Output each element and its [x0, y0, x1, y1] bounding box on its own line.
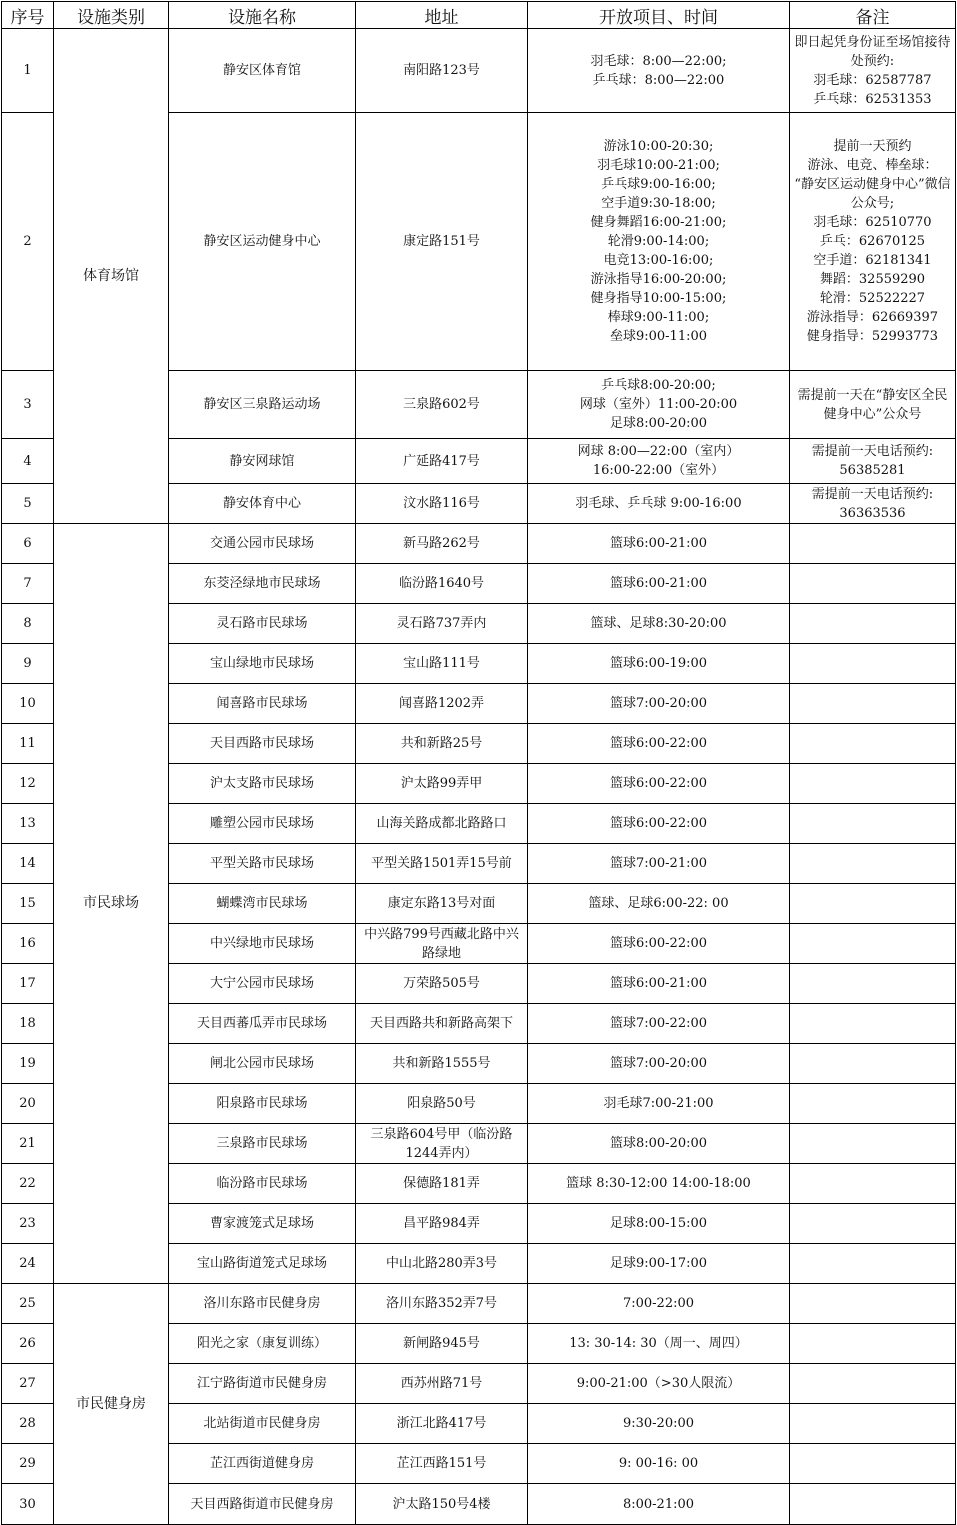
- facility-name: 东茭泾绿地市民球场: [169, 564, 356, 604]
- opening-hours: 篮球、足球6:00-22: 00: [528, 884, 790, 924]
- facility-address: 中兴路799号西藏北路中兴路绿地: [356, 924, 528, 964]
- row-number: 23: [2, 1204, 54, 1244]
- row-number: 28: [2, 1404, 54, 1444]
- facility-name: 灵石路市民球场: [169, 604, 356, 644]
- opening-hours: 篮球7:00-20:00: [528, 1044, 790, 1084]
- facility-address: 宝山路111号: [356, 644, 528, 684]
- opening-hours: 篮球6:00-22:00: [528, 724, 790, 764]
- table-row: [2, 524, 956, 564]
- row-number: 30: [2, 1484, 54, 1525]
- facility-name: 洛川东路市民健身房: [169, 1284, 356, 1324]
- header-note: 备注: [790, 2, 956, 29]
- facility-address: 共和新路1555号: [356, 1044, 528, 1084]
- opening-hours: 足球8:00-15:00: [528, 1204, 790, 1244]
- opening-hours: 羽毛球：8:00—22:00; 乒乓球：8:00—22:00: [528, 29, 790, 113]
- facility-address: 保德路181弄: [356, 1164, 528, 1204]
- remark-cell: [790, 604, 956, 644]
- row-number: 3: [2, 371, 54, 439]
- row-number: 4: [2, 439, 54, 484]
- remark-cell: [790, 924, 956, 964]
- facility-name: 北站街道市民健身房: [169, 1404, 356, 1444]
- facility-name: 天目西路街道市民健身房: [169, 1484, 356, 1525]
- facility-address: 临汾路1640号: [356, 564, 528, 604]
- facility-name: 闻喜路市民球场: [169, 684, 356, 724]
- facility-address: 新闸路945号: [356, 1324, 528, 1364]
- opening-hours: 篮球6:00-22:00: [528, 804, 790, 844]
- row-number: 25: [2, 1284, 54, 1324]
- facility-address: 三泉路602号: [356, 371, 528, 439]
- opening-hours: 篮球7:00-20:00: [528, 684, 790, 724]
- opening-hours: 羽毛球、乒乓球 9:00-16:00: [528, 484, 790, 524]
- remark-cell: [790, 964, 956, 1004]
- header-no: 序号: [2, 2, 54, 29]
- row-number: 10: [2, 684, 54, 724]
- remark-cell: [790, 644, 956, 684]
- facility-name: 天目西蕃瓜弄市民球场: [169, 1004, 356, 1044]
- row-number: 9: [2, 644, 54, 684]
- remark-cell: 需提前一天电话预约: 56385281: [790, 439, 956, 484]
- header-name: 设施名称: [169, 2, 356, 29]
- facility-name: 沪太支路市民球场: [169, 764, 356, 804]
- facility-name: 江宁路街道市民健身房: [169, 1364, 356, 1404]
- opening-hours: 9:30-20:00: [528, 1404, 790, 1444]
- row-number: 11: [2, 724, 54, 764]
- facility-name: 大宁公园市民球场: [169, 964, 356, 1004]
- remark-cell: [790, 1124, 956, 1164]
- remark-cell: [790, 1364, 956, 1404]
- opening-hours: 游泳10:00-20:30; 羽毛球10:00-21:00; 乒乓球9:00-16:00; 空手道9:30-18:00; 健身舞蹈16:00-21:00; 轮滑9:00-14:00; 电竞13:00-16:00; 游泳指导16:00-20:00; 健身指导10:00-15:00; 棒球9:00-11:00; 垒球9:00-11:00: [528, 113, 790, 371]
- table-row: [2, 1284, 956, 1324]
- facility-name: 阳光之家（康复训练）: [169, 1324, 356, 1364]
- row-number: 2: [2, 113, 54, 371]
- facility-name: 闸北公园市民球场: [169, 1044, 356, 1084]
- facility-address: 闻喜路1202弄: [356, 684, 528, 724]
- opening-hours: 篮球6:00-21:00: [528, 564, 790, 604]
- remark-cell: [790, 1084, 956, 1124]
- row-number: 14: [2, 844, 54, 884]
- remark-cell: [790, 1444, 956, 1484]
- remark-cell: [790, 844, 956, 884]
- facility-address: 南阳路123号: [356, 29, 528, 113]
- opening-hours: 篮球6:00-21:00: [528, 964, 790, 1004]
- facility-address: 三泉路604号甲（临汾路1244弄内）: [356, 1124, 528, 1164]
- row-number: 19: [2, 1044, 54, 1084]
- opening-hours: 篮球6:00-22:00: [528, 764, 790, 804]
- row-number: 15: [2, 884, 54, 924]
- facility-name: 蝴蝶湾市民球场: [169, 884, 356, 924]
- facility-name: 曹家渡笼式足球场: [169, 1204, 356, 1244]
- facility-address: 新马路262号: [356, 524, 528, 564]
- opening-hours: 篮球6:00-21:00: [528, 524, 790, 564]
- opening-hours: 羽毛球7:00-21:00: [528, 1084, 790, 1124]
- row-number: 8: [2, 604, 54, 644]
- remark-cell: [790, 764, 956, 804]
- row-number: 21: [2, 1124, 54, 1164]
- remark-cell: [790, 1484, 956, 1525]
- category-cell: 市民球场: [54, 524, 169, 1284]
- remark-cell: [790, 1244, 956, 1284]
- row-number: 20: [2, 1084, 54, 1124]
- facility-name: 静安体育中心: [169, 484, 356, 524]
- remark-cell: [790, 1164, 956, 1204]
- facility-name: 雕塑公园市民球场: [169, 804, 356, 844]
- opening-hours: 网球 8:00—22:00（室内） 16:00-22:00（室外）: [528, 439, 790, 484]
- row-number: 6: [2, 524, 54, 564]
- remark-cell: [790, 1284, 956, 1324]
- opening-hours: 9:00-21:00（>30人限流）: [528, 1364, 790, 1404]
- row-number: 24: [2, 1244, 54, 1284]
- facility-name: 静安区三泉路运动场: [169, 371, 356, 439]
- facility-address: 平型关路1501弄15号前: [356, 844, 528, 884]
- remark-cell: [790, 564, 956, 604]
- remark-cell: [790, 804, 956, 844]
- remark-cell: [790, 524, 956, 564]
- facility-address: 阳泉路50号: [356, 1084, 528, 1124]
- row-number: 13: [2, 804, 54, 844]
- facility-address: 汶水路116号: [356, 484, 528, 524]
- category-cell: 体育场馆: [54, 29, 169, 524]
- facility-address: 共和新路25号: [356, 724, 528, 764]
- opening-hours: 篮球7:00-22:00: [528, 1004, 790, 1044]
- facility-name: 阳泉路市民球场: [169, 1084, 356, 1124]
- row-number: 22: [2, 1164, 54, 1204]
- row-number: 16: [2, 924, 54, 964]
- header-hours: 开放项目、时间: [528, 2, 790, 29]
- remark-cell: 需提前一天电话预约: 36363536: [790, 484, 956, 524]
- facility-address: 浙江北路417号: [356, 1404, 528, 1444]
- row-number: 26: [2, 1324, 54, 1364]
- row-number: 7: [2, 564, 54, 604]
- header-category: 设施类别: [54, 2, 169, 29]
- opening-hours: 篮球6:00-22:00: [528, 924, 790, 964]
- facility-address: 康定东路13号对面: [356, 884, 528, 924]
- facility-name: 中兴绿地市民球场: [169, 924, 356, 964]
- facility-address: 灵石路737弄内: [356, 604, 528, 644]
- facility-address: 昌平路984弄: [356, 1204, 528, 1244]
- table-row: [2, 29, 956, 113]
- opening-hours: 篮球 8:30-12:00 14:00-18:00: [528, 1164, 790, 1204]
- opening-hours: 篮球、足球8:30-20:00: [528, 604, 790, 644]
- remark-cell: [790, 1204, 956, 1244]
- facility-name: 临汾路市民球场: [169, 1164, 356, 1204]
- opening-hours: 7:00-22:00: [528, 1284, 790, 1324]
- facility-address: 广延路417号: [356, 439, 528, 484]
- opening-hours: 9: 00-16: 00: [528, 1444, 790, 1484]
- opening-hours: 乒乓球8:00-20:00; 网球（室外）11:00-20:00 足球8:00-20:00: [528, 371, 790, 439]
- opening-hours: 篮球7:00-21:00: [528, 844, 790, 884]
- facility-name: 天目西路市民球场: [169, 724, 356, 764]
- remark-cell: 需提前一天在“静安区全民健身中心”公众号: [790, 371, 956, 439]
- opening-hours: 篮球6:00-19:00: [528, 644, 790, 684]
- facility-name: 静安区体育馆: [169, 29, 356, 113]
- facility-address: 芷江西路151号: [356, 1444, 528, 1484]
- remark-cell: [790, 1404, 956, 1444]
- remark-cell: 即日起凭身份证至场馆接待处预约: 羽毛球：62587787 乒乓球：62531353: [790, 29, 956, 113]
- facility-address: 沪太路99弄甲: [356, 764, 528, 804]
- facility-address: 西苏州路71号: [356, 1364, 528, 1404]
- row-number: 5: [2, 484, 54, 524]
- remark-cell: [790, 724, 956, 764]
- facility-address: 沪太路150号4楼: [356, 1484, 528, 1525]
- row-number: 1: [2, 29, 54, 113]
- row-number: 18: [2, 1004, 54, 1044]
- row-number: 27: [2, 1364, 54, 1404]
- remark-cell: [790, 1044, 956, 1084]
- facility-address: 康定路151号: [356, 113, 528, 371]
- facility-name: 宝山绿地市民球场: [169, 644, 356, 684]
- facility-name: 宝山路街道笼式足球场: [169, 1244, 356, 1284]
- facility-name: 芷江西街道健身房: [169, 1444, 356, 1484]
- facility-name: 静安网球馆: [169, 439, 356, 484]
- remark-cell: [790, 1004, 956, 1044]
- opening-hours: 足球9:00-17:00: [528, 1244, 790, 1284]
- row-number: 12: [2, 764, 54, 804]
- header-row: [2, 2, 956, 29]
- remark-cell: [790, 1324, 956, 1364]
- facility-address: 天目西路共和新路高架下: [356, 1004, 528, 1044]
- facility-name: 交通公园市民球场: [169, 524, 356, 564]
- facility-address: 中山北路280弄3号: [356, 1244, 528, 1284]
- opening-hours: 13: 30-14: 30（周一、周四）: [528, 1324, 790, 1364]
- opening-hours: 8:00-21:00: [528, 1484, 790, 1525]
- remark-cell: [790, 684, 956, 724]
- remark-cell: [790, 884, 956, 924]
- facility-table: [1, 1, 956, 1525]
- facility-name: 三泉路市民球场: [169, 1124, 356, 1164]
- row-number: 17: [2, 964, 54, 1004]
- opening-hours: 篮球8:00-20:00: [528, 1124, 790, 1164]
- row-number: 29: [2, 1444, 54, 1484]
- facility-name: 平型关路市民球场: [169, 844, 356, 884]
- remark-cell: 提前一天预约 游泳、电竞、棒垒球： “静安区运动健身中心”微信公众号; 羽毛球：62510770 乒乓：62670125 空手道：62181341 舞蹈：32559290 轮滑：52522227 游泳指导：62669397 健身指导：52993773: [790, 113, 956, 371]
- facility-address: 山海关路成都北路路口: [356, 804, 528, 844]
- facility-name: 静安区运动健身中心: [169, 113, 356, 371]
- category-cell: 市民健身房: [54, 1284, 169, 1525]
- facility-address: 洛川东路352弄7号: [356, 1284, 528, 1324]
- facility-address: 万荣路505号: [356, 964, 528, 1004]
- header-address: 地址: [356, 2, 528, 29]
